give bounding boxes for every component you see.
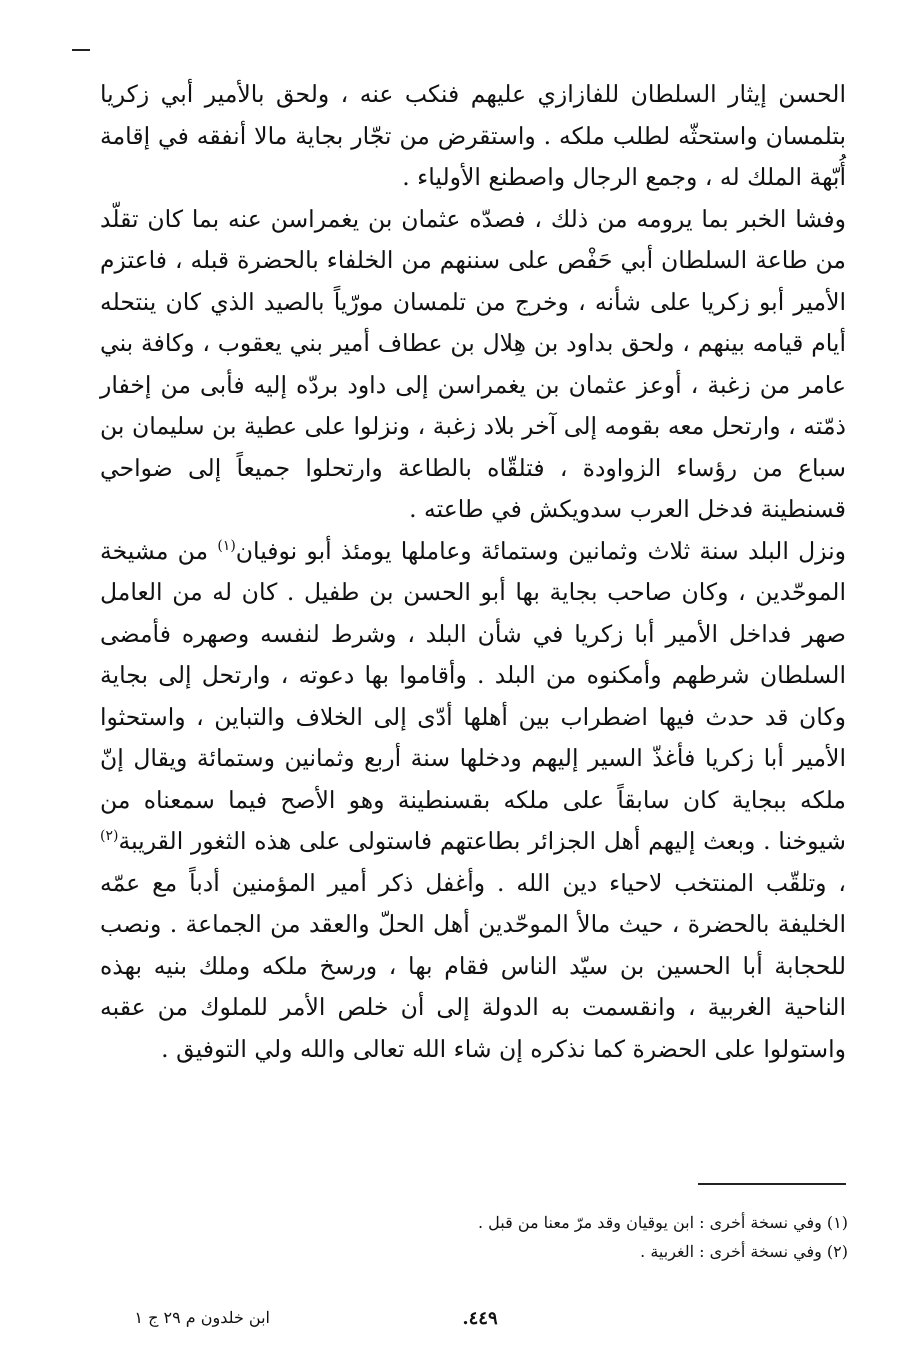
page-number: ٤٤٩. — [462, 1308, 498, 1329]
footnotes — [300, 1208, 848, 1266]
book-signature: ابن خلدون م ٢٩ ج ١ — [134, 1308, 270, 1327]
paragraph-3-part-3: ، وتلقّب المنتخب لاحياء دين الله . وأغفل ذكر أمير المؤمنين أدباً مع عمّه الخليفة بالحضرة ، حيث مالأ الموحّدين أهل الحلّ والعقد من الجماعة . ونصب للحجابة أبا الحسين بن سيّد الناس فقام بها ، ورسخ ملكه وملك بنيه بهذه الناحية الغربية ، وانقسمت به الدولة إلى أن خلص الأمر للملوك من عقبه واستولوا على الحضرة كما نذكره إن شاء الله تعالى والله ولي التوفيق . — [100, 868, 846, 1063]
margin-mark — [72, 49, 90, 51]
main-text — [100, 74, 846, 1070]
paragraph-3 — [100, 531, 846, 1071]
paragraph-3-part-2: من مشيخة الموحّدين ، وكان صاحب بجاية بها أبو الحسن بن طفيل . كان له من العامل صهر فداخل الأمير أبا زكريا في شأن البلد ، وشرط لنفسه وصهره فأمضى السلطان شرطهم وأمكنوه من البلد . وأقاموا بها دعوته ، وارتحل إلى بجاية وكان قد حدث فيها اضطراب بين أهلها أدّى إلى الخلاف والتباين ، واستحثوا الأمير أبا زكريا فأغذّ السير إليهم ودخلها سنة أربع وثمانين وستمائة ويقال إنّ ملكه ببجاية كان سابقاً على ملكه بقسنطينة وهو الأصح فيما سمعناه من شيوخنا . وبعث إليهم أهل الجزائر بطاعتهم فاستولى على هذه الثغور القريبة — [100, 536, 846, 855]
paragraph-2: وفشا الخبر بما يرومه من ذلك ، فصدّه عثمان بن يغمراسن عنه بما كان تقلّد من طاعة السلطان أبي حَفْص على سننهم من الخلفاء بالحضرة قبله ، فاعتزم الأمير أبو زكريا على شأنه ، وخرج من تلمسان مورّياً بالصيد الذي كان ينتحله أيام قيامه بينهم ، ولحق بداود بن هِلال بن عطاف أمير بني يعقوب ، وكافة بني عامر من زغبة ، أوعز عثمان بن يغمراسن إلى داود بردّه إليه فأبى من إخفار ذمّته ، وارتحل معه بقومه إلى آخر بلاد زغبة ، ونزلوا على عطية بن سليمان بن سباع من رؤساء الزواودة ، فتلقّاه بالطاعة وارتحلوا جميعاً إلى ضواحي قسنطينة فدخل العرب سدويكش في طاعته . — [100, 204, 846, 523]
footnote-marker-1: (١) — [217, 537, 236, 554]
footnote-marker-2: (٢) — [100, 828, 119, 845]
footnote-1: (١) وفي نسخة أخرى : ابن يوقيان وقد مرّ معنا من قبل . — [477, 1213, 848, 1232]
footnote-divider — [698, 1183, 846, 1185]
paragraph-1: الحسن إيثار السلطان للفازازي عليهم فنكب عنه ، ولحق بالأمير أبي زكريا بتلمسان واستحثّه لطلب ملكه . واستقرض من تجّار بجاية مالا أنفقه في إقامة أُبّهة الملك له ، وجمع الرجال واصطنع الأولياء . — [100, 80, 846, 191]
footnote-2: (٢) وفي نسخة أخرى : الغربية . — [640, 1242, 848, 1261]
paragraph-3-part-1: ونزل البلد سنة ثلاث وثمانين وستمائة وعاملها يومئذ أبو نوفيان — [235, 536, 846, 565]
